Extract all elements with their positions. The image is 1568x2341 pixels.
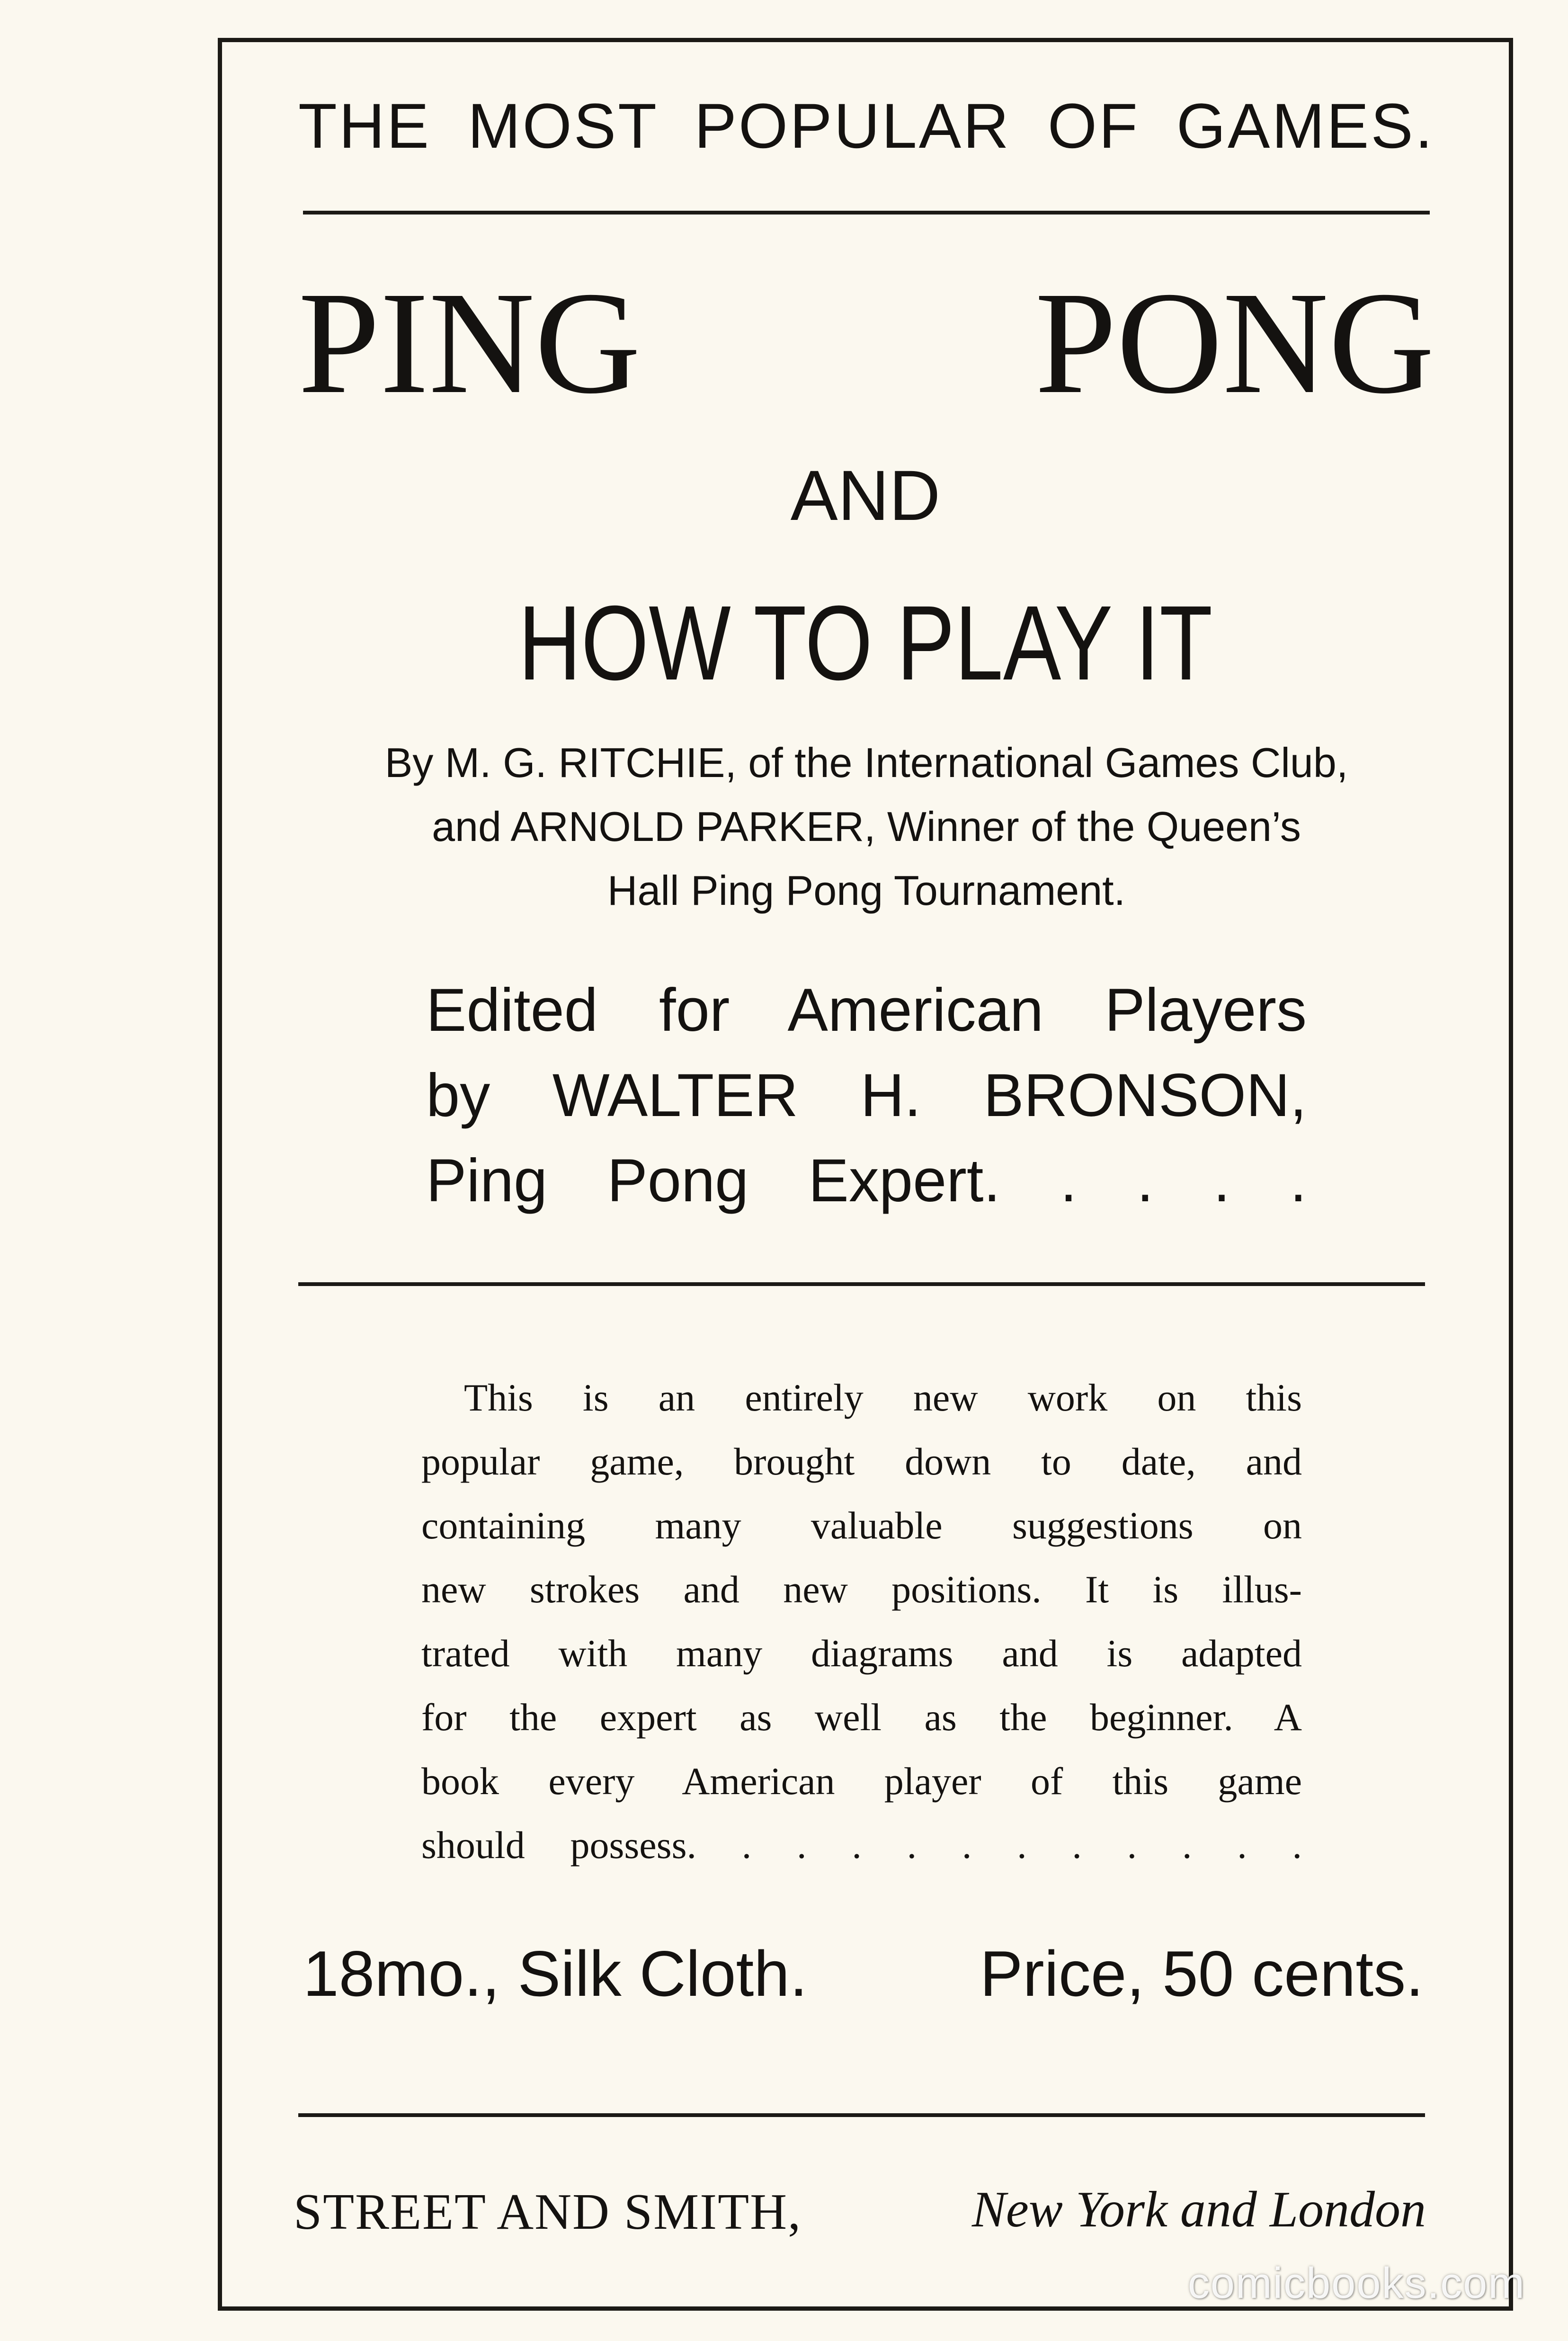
editor-line-1: Edited for American Players [426,976,1307,1044]
book-format: 18mo., Silk Cloth. [303,1938,808,2010]
book-price: Price, 50 cents. [980,1938,1424,2010]
watermark: comicbooks.com [1187,2259,1525,2307]
rule-bottom [298,2113,1425,2117]
description-line-5: trated with many diagrams and is adapted [421,1632,1302,1675]
rule-top [303,211,1430,214]
description-line-6: for the expert as well as the beginner. A [421,1696,1302,1739]
author-line-3: Hall Ping Pong Tournament. [607,867,1126,914]
editor-line-2: by WALTER H. BRONSON, [426,1062,1307,1129]
description-line-7: book every American player of this game [421,1760,1302,1803]
book-title: PING PONG [298,262,1434,424]
title-connector: AND [790,456,941,535]
publisher-name: STREET AND SMITH, [294,2184,802,2240]
author-line-2: and ARNOLD PARKER, Winner of the Queen’s [432,803,1301,850]
description-line-1: This is an entirely new work on this [464,1376,1302,1419]
author-line-1: By M. G. RITCHIE, of the International Games Club, [384,739,1348,786]
description-line-8: should possess. . . . . . . . . . . . [421,1823,1302,1867]
rule-middle [298,1282,1425,1286]
publisher-cities: New York and London [971,2181,1426,2238]
description-line-2: popular game, brought down to date, and [421,1440,1302,1483]
description-line-4: new strokes and new positions. It is illus- [421,1568,1302,1611]
editor-line-3: Ping Pong Expert. . . . . [426,1147,1307,1215]
headline: THE MOST POPULAR OF GAMES. [298,91,1434,161]
book-subtitle: HOW TO PLAY IT [518,584,1213,702]
description-line-3: containing many valuable suggestions on [421,1504,1302,1547]
